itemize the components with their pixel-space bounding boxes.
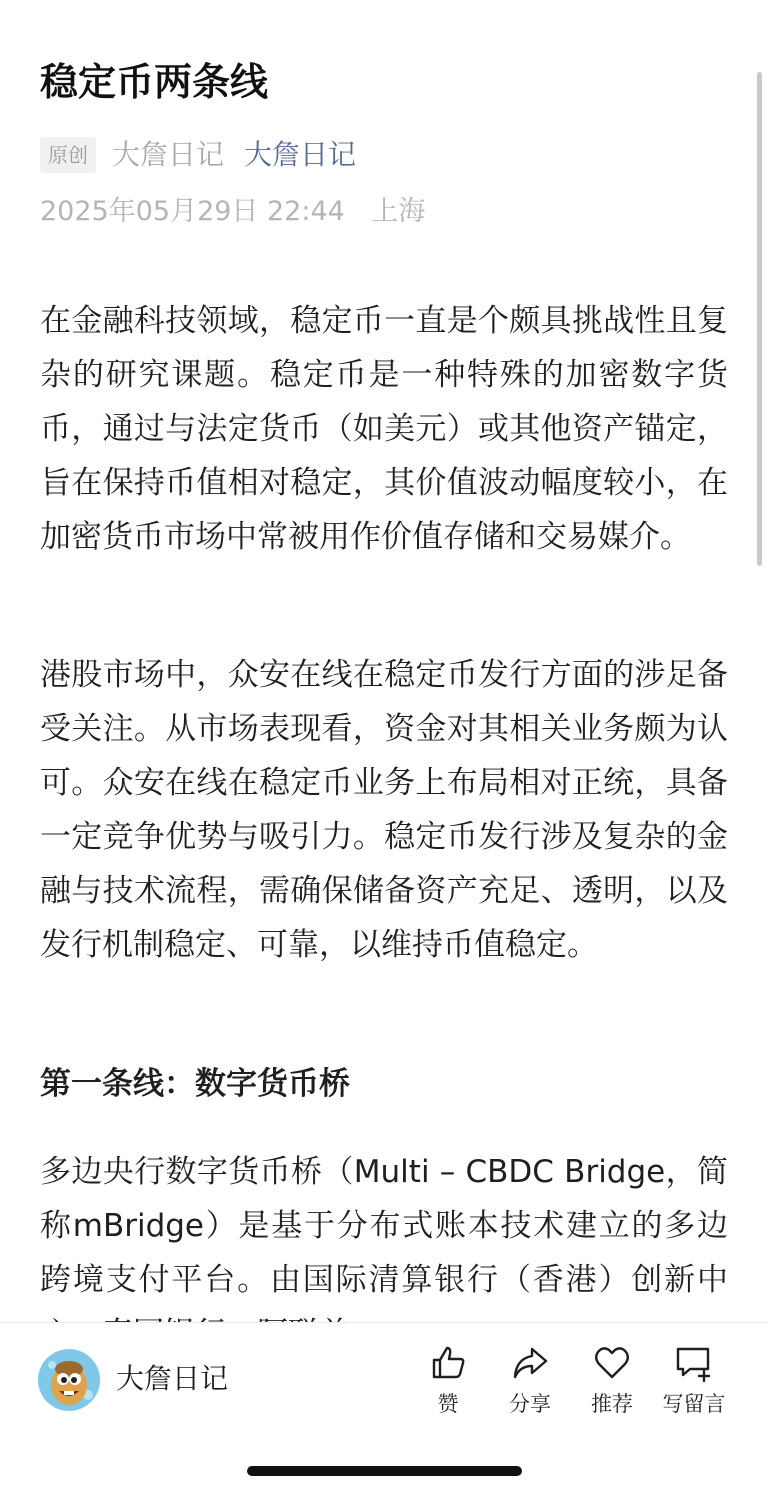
like-button[interactable] [408, 1343, 488, 1419]
scrollbar[interactable] [757, 72, 762, 566]
article-title: 稳定币两条线 [40, 60, 269, 104]
original-badge: 原创 [40, 137, 96, 173]
share-label: 分享 [509, 1392, 551, 1416]
article-meta [40, 135, 356, 175]
write-comment-label: 写留言 [662, 1392, 726, 1416]
comment-add-icon [674, 1343, 714, 1383]
account-name[interactable]: 大詹日记 [116, 1362, 229, 1395]
recommend-button[interactable] [572, 1343, 652, 1419]
publish-location: 上海 [371, 196, 426, 227]
thumbs-up-icon [428, 1343, 468, 1383]
share-icon [510, 1343, 550, 1383]
recommend-label: 推荐 [591, 1392, 633, 1416]
home-indicator[interactable] [247, 1466, 522, 1476]
account-link[interactable]: 大詹日记 [244, 138, 357, 171]
paragraph-1: 在金融科技领域，稳定币一直是个颇具挑战性且复杂的研究课题。稳定币是一种特殊的加密数字货币，通过与法定货币（如美元）或其他资产锚定，旨在保持币值相对稳定，其价值波动幅度较小，在加密货币市场中常被用作价值存储和交易媒介。 [40, 303, 728, 555]
paragraph-3: 多边央行数字货币桥（Multi – CBDC Bridge，简称mBridge）是基于分布式账本技术建立的多边跨境支付平台。由国际清算银行（香港）创新中 [40, 1154, 728, 1298]
paragraph-2: 港股市场中，众安在线在稳定币发行方面的涉足备受关注。从市场表现看，资金对其相关业务颇为认可。众安在线在稳定币业务上布局相对正统，具备一定竞争优势与吸引力。稳定币发行涉及复杂的金融与技术流程，需确保储备资产充足、透明，以及发行机制稳定、可靠，以维持币值稳定。 [40, 657, 728, 963]
write-comment-button[interactable] [654, 1343, 734, 1419]
like-label: 赞 [437, 1392, 459, 1416]
author-name: 大詹日记 [112, 138, 225, 171]
section-heading: 第一条线：数字货币桥 [40, 1066, 350, 1102]
publish-date: 2025年05月29日 22:44 [40, 196, 345, 227]
publish-info [40, 192, 425, 232]
account-avatar[interactable] [38, 1349, 100, 1411]
heart-icon [592, 1343, 632, 1383]
share-button[interactable] [490, 1343, 570, 1419]
